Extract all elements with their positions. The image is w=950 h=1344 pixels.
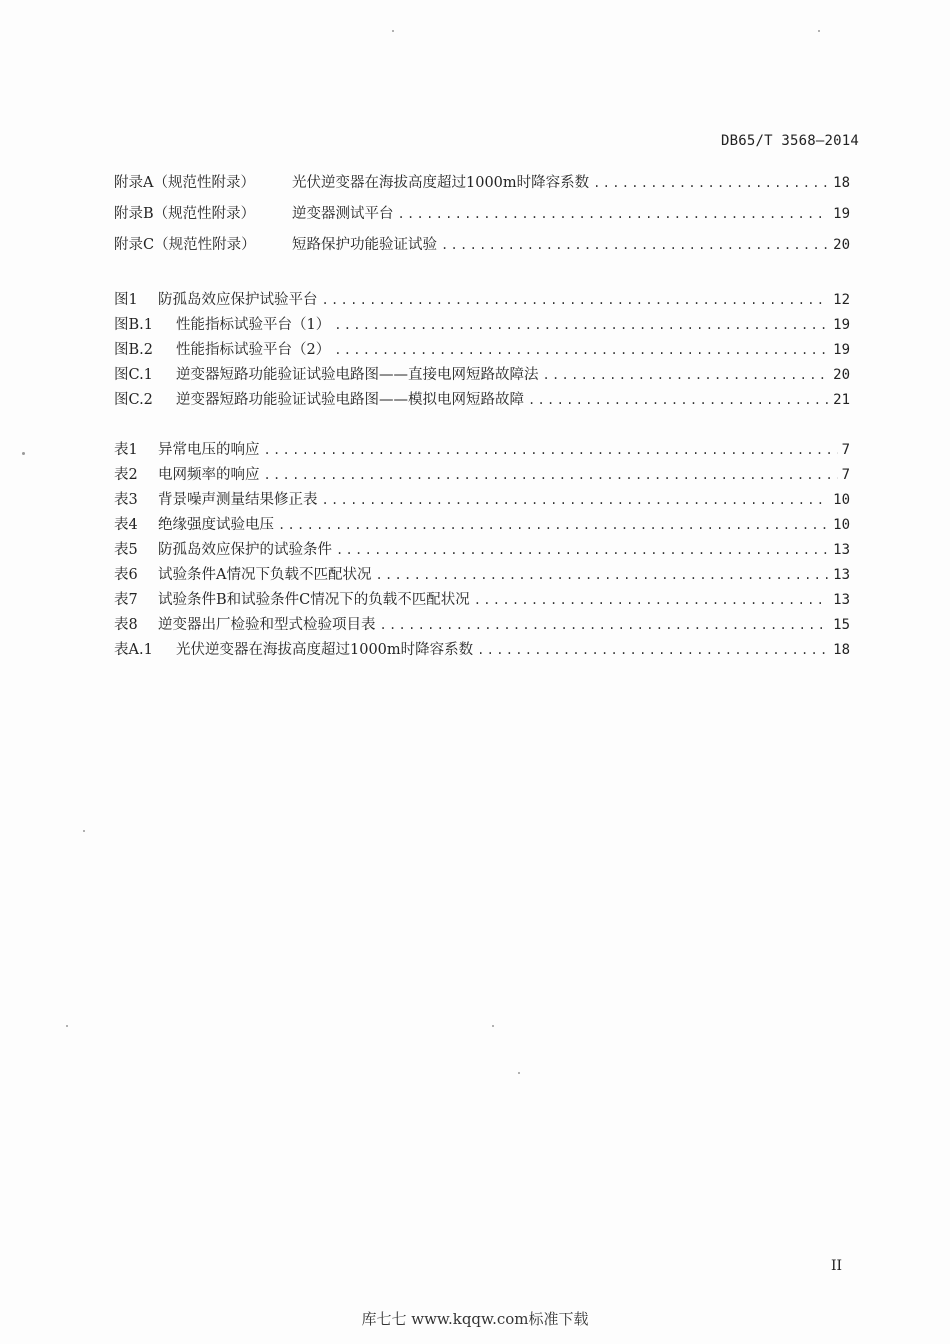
toc-entry-label: 表5 <box>114 542 138 558</box>
toc-entry-page: 12 <box>833 292 850 308</box>
toc-entry-page: 20 <box>833 237 850 253</box>
toc-table-entry[interactable] <box>114 465 850 490</box>
toc-entry-label: 表7 <box>114 592 138 608</box>
toc-figure-entry[interactable] <box>114 390 850 415</box>
standard-code: DB65/T 3568—2014 <box>720 133 859 149</box>
toc-dot-leader <box>543 365 830 385</box>
toc-entry-title: 逆变器短路功能验证试验电路图——模拟电网短路故障 <box>176 392 524 408</box>
toc-entry-title: 背景噪声测量结果修正表 <box>158 492 318 508</box>
toc-entry-title: 防孤岛效应保护试验平台 <box>158 292 318 308</box>
toc-entry-title: 电网频率的响应 <box>158 467 260 483</box>
toc-entry-page: 20 <box>833 367 850 383</box>
toc-entry-page: 21 <box>833 392 850 408</box>
toc-entry-page: 10 <box>833 517 850 533</box>
toc-table-list <box>114 440 850 665</box>
toc-entry-title: 绝缘强度试验电压 <box>158 517 274 533</box>
toc-table-entry[interactable] <box>114 590 850 615</box>
toc-figure-entry[interactable] <box>114 290 850 315</box>
toc-dot-leader <box>278 515 829 535</box>
toc-entry-page: 19 <box>833 342 850 358</box>
page-number: II <box>830 1258 842 1274</box>
toc-dot-leader <box>398 204 830 224</box>
scan-speck <box>66 1025 68 1027</box>
toc-entry-title: 逆变器短路功能验证试验电路图——直接电网短路故障法 <box>176 367 539 383</box>
toc-entry-title: 试验条件B和试验条件C情况下的负载不匹配状况 <box>158 592 470 608</box>
toc-table-entry[interactable] <box>114 615 850 640</box>
toc-dot-leader <box>477 640 829 660</box>
toc-appendix-entry[interactable] <box>114 204 850 235</box>
toc-entry-label: 表2 <box>114 467 138 483</box>
toc-dot-leader <box>334 340 829 360</box>
toc-appendix-list <box>114 173 850 266</box>
toc-entry-title: 性能指标试验平台（2） <box>176 342 331 358</box>
toc-figure-list <box>114 290 850 415</box>
toc-entry-label: 附录A（规范性附录） <box>114 175 255 191</box>
toc-entry-page: 18 <box>833 175 850 191</box>
toc-entry-page: 18 <box>833 642 850 658</box>
toc-entry-title: 逆变器测试平台 <box>292 206 394 222</box>
toc-dot-leader <box>264 465 838 485</box>
toc-entry-page: 10 <box>833 492 850 508</box>
scan-speck <box>22 452 25 455</box>
toc-entry-page: 19 <box>833 206 850 222</box>
toc-table-entry[interactable] <box>114 565 850 590</box>
toc-figure-entry[interactable] <box>114 365 850 390</box>
toc-entry-label: 图B.2 <box>114 342 153 358</box>
toc-entry-label: 表6 <box>114 567 138 583</box>
toc-dot-leader <box>474 590 829 610</box>
toc-dot-leader <box>322 490 830 510</box>
toc-entry-page: 13 <box>833 592 850 608</box>
toc-entry-page: 19 <box>833 317 850 333</box>
toc-appendix-entry[interactable] <box>114 173 850 204</box>
toc-dot-leader <box>441 235 829 255</box>
toc-entry-label: 附录B（规范性附录） <box>114 206 256 222</box>
toc-table-entry[interactable] <box>114 490 850 515</box>
toc-dot-leader <box>336 540 829 560</box>
toc-figure-entry[interactable] <box>114 340 850 365</box>
scan-speck <box>818 30 820 32</box>
toc-entry-title: 光伏逆变器在海拔高度超过1000m时降容系数 <box>176 642 474 658</box>
toc-dot-leader <box>264 440 838 460</box>
toc-entry-page: 7 <box>841 467 850 483</box>
toc-dot-leader <box>334 315 829 335</box>
toc-entry-label: 图C.1 <box>114 367 153 383</box>
toc-entry-title: 短路保护功能验证试验 <box>292 237 437 253</box>
toc-entry-label: 表8 <box>114 617 138 633</box>
toc-entry-page: 13 <box>833 567 850 583</box>
toc-table-entry[interactable] <box>114 440 850 465</box>
toc-entry-title: 光伏逆变器在海拔高度超过1000m时降容系数 <box>292 175 590 191</box>
toc-entry-label: 表A.1 <box>114 642 153 658</box>
footer-watermark: 库七七 www.kqqw.com标准下载 <box>361 1310 589 1328</box>
toc-entry-page: 15 <box>833 617 850 633</box>
toc-entry-label: 表3 <box>114 492 138 508</box>
toc-entry-title: 试验条件A情况下负载不匹配状况 <box>158 567 372 583</box>
scan-speck <box>518 1072 520 1074</box>
scan-speck <box>392 30 394 32</box>
toc-entry-title: 异常电压的响应 <box>158 442 260 458</box>
toc-entry-label: 表4 <box>114 517 138 533</box>
scan-speck <box>492 1025 494 1027</box>
toc-entry-page: 7 <box>841 442 850 458</box>
toc-entry-label: 图1 <box>114 292 138 308</box>
toc-dot-leader <box>375 565 829 585</box>
toc-entry-title: 防孤岛效应保护的试验条件 <box>158 542 332 558</box>
toc-entry-title: 性能指标试验平台（1） <box>176 317 331 333</box>
toc-entry-label: 图B.1 <box>114 317 153 333</box>
toc-entry-label: 附录C（规范性附录） <box>114 237 256 253</box>
toc-appendix-entry[interactable] <box>114 235 850 266</box>
toc-table-entry[interactable] <box>114 515 850 540</box>
toc-figure-entry[interactable] <box>114 315 850 340</box>
toc-dot-leader <box>593 173 829 193</box>
toc-entry-title: 逆变器出厂检验和型式检验项目表 <box>158 617 376 633</box>
toc-dot-leader <box>380 615 830 635</box>
toc-entry-label: 表1 <box>114 442 138 458</box>
toc-table-entry[interactable] <box>114 640 850 665</box>
toc-entry-page: 13 <box>833 542 850 558</box>
toc-dot-leader <box>322 290 830 310</box>
toc-entry-label: 图C.2 <box>114 392 153 408</box>
toc-dot-leader <box>528 390 829 410</box>
toc-table-entry[interactable] <box>114 540 850 565</box>
scan-speck <box>83 830 85 832</box>
